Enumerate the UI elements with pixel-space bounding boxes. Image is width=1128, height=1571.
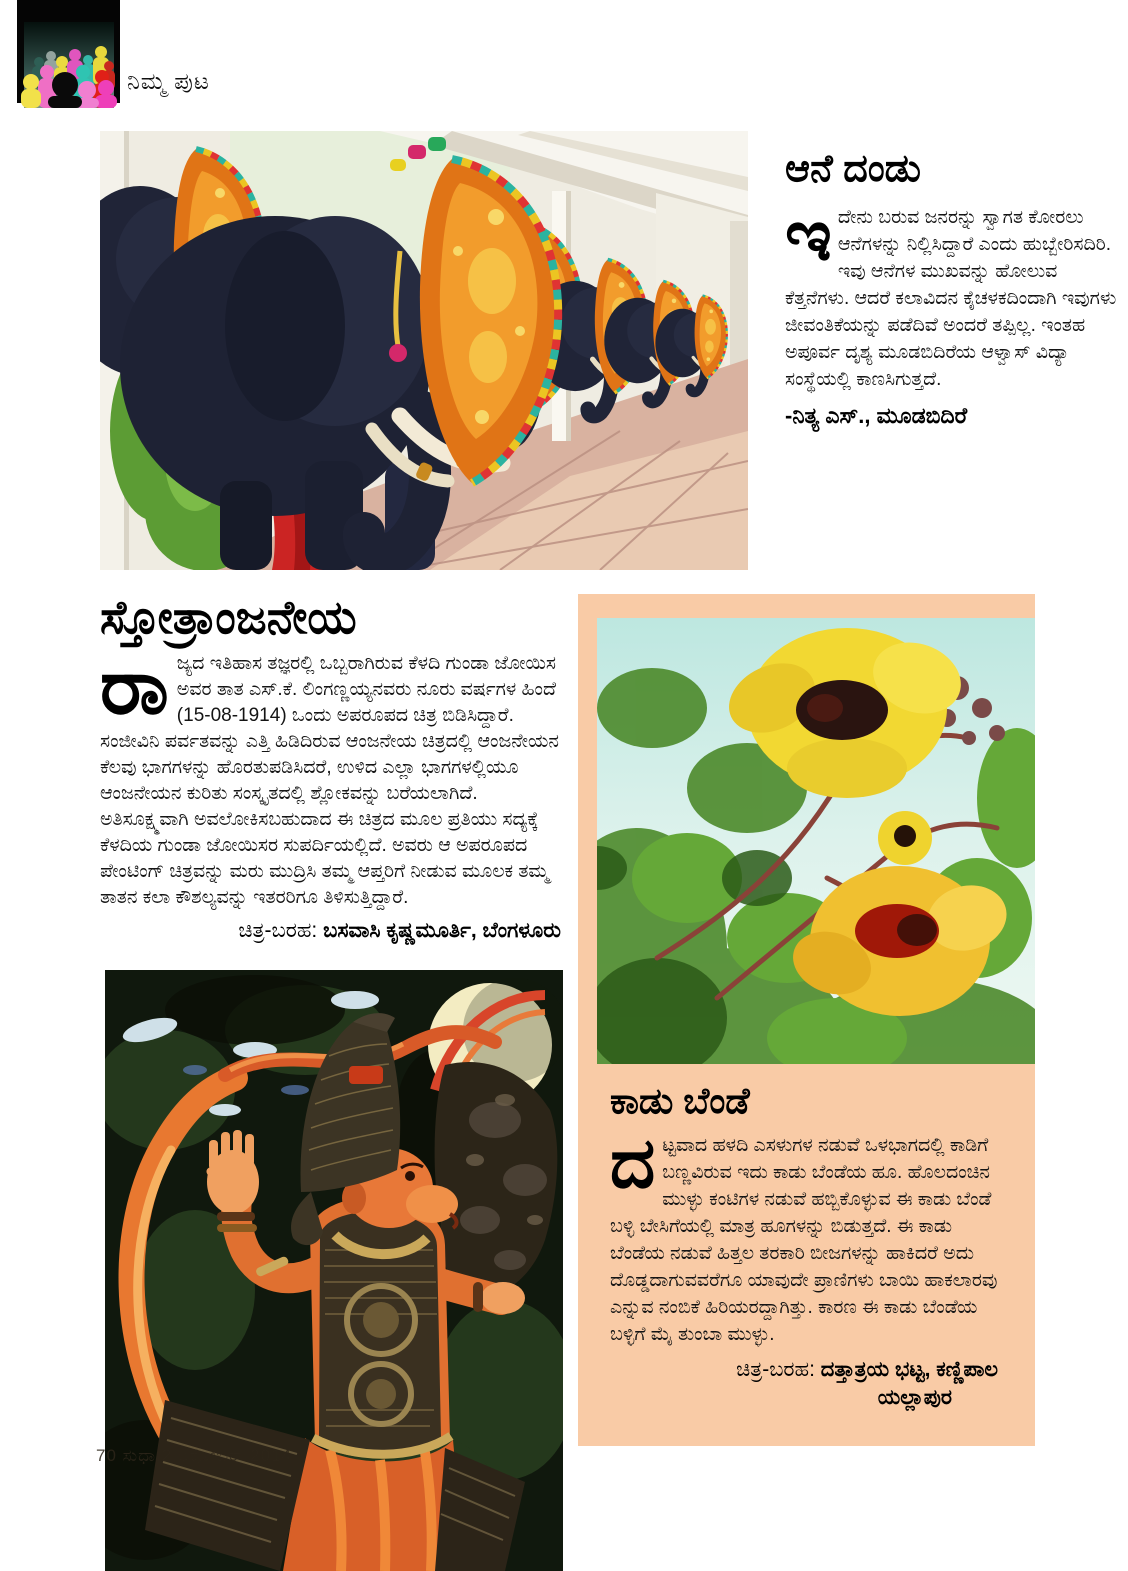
article-elephant-troop bbox=[785, 150, 1117, 429]
body-text: ದೇನು ಬರುವ ಜನರನ್ನು ಸ್ವಾಗತ ಕೋರಲು ಆನೆಗಳನ್ನು ನಿಲ್ಲಿಸಿದ್ದಾರೆ ಎಂದು ಹುಬ್ಬೇರಿಸದಿರಿ. ಇವು ಆನೆಗಳ ಮುಖವನ್ನು ಹೋಲುವ ಕೆತ್ತನೆಗಳು. ಆದರೆ ಕಲಾವಿದನ ಕೈಚಳಕದಿಂದಾಗಿ ಇವುಗಳು ಜೀವಂತಿಕೆಯನ್ನು ಪಡೆದಿವೆ ಅಂದರೆ ತಪ್ಪಿಲ್ಲ. ಇಂತಹ ಅಪೂರ್ವ ದೃಶ್ಯ ಮೂಡಬಿದಿರೆಯ ಆಳ್ವಾಸ್ ವಿದ್ಯಾ ಸಂಸ್ಥೆಯಲ್ಲಿ ಕಾಣಸಿಗುತ್ತದೆ. bbox=[785, 206, 1117, 390]
article-body bbox=[100, 642, 565, 911]
body-text: ಟ್ಟವಾದ ಹಳದಿ ಎಸಳುಗಳ ನಡುವೆ ಒಳಭಾಗದಲ್ಲಿ ಕಾಡಿಗೆ ಬಣ್ಣವಿರುವ ಇದು ಕಾಡು ಬೆಂಡೆಯ ಹೂ. ಹೊಲದಂಚಿನ ಮುಳ್ಳು ಕಂಟಿಗಳ ನಡುವೆ ಹಬ್ಬಿಕೊಳ್ಳುವ ಈ ಕಾಡು ಬೆಂಡೆ ಬಳ್ಳಿ ಬೇಸಿಗೆಯಲ್ಲಿ ಮಾತ್ರ ಹೂಗಳನ್ನು ಬಿಡುತ್ತದೆ. ಈ ಕಾಡು ಬೆಂಡೆಯ ನಡುವೆ ಹಿತ್ತಲ ತರಕಾರಿ ಬೀಜಗಳನ್ನು ಹಾಕಿದರೆ ಅದು ದೊಡ್ಡದಾಗುವವರೆಗೂ ಯಾವುದೇ ಪ್ರಾಣಿಗಳು ಬಾಯಿ ಹಾಕಲಾರವು ಎನ್ನುವ ನಂಬಿಕೆ ಹಿರಿಯರದ್ದಾಗಿತ್ತು. ಕಾರಣ ಈ ಕಾಡು ಬೆಂಡೆಯ ಬಳ್ಳಿಗೆ ಮೈ ತುಂಬಾ ಮುಳ್ಳು. bbox=[610, 1134, 998, 1345]
article-body bbox=[785, 195, 1117, 393]
crowd-silhouettes-icon bbox=[17, 0, 120, 108]
article-stotranjaneya bbox=[100, 593, 565, 943]
readers-page-logo bbox=[17, 0, 120, 108]
article-byline bbox=[100, 919, 565, 943]
byline-label: ಚಿತ್ರ-ಬರಹ: bbox=[238, 919, 318, 943]
article-byline: -ನಿತ್ಯ ಎಸ್., ಮೂಡಬಿದಿರೆ bbox=[785, 402, 968, 428]
anjaneya-painting bbox=[105, 970, 563, 1571]
article-title: ಸ್ತೋತ್ರಾಂಜನೇಯ bbox=[100, 591, 357, 643]
byline-name: ಬಸವಾಸಿ ಕೃಷ್ಣಮೂರ್ತಿ, ಬೆಂಗಳೂರು bbox=[323, 919, 561, 943]
dropcap: ಇ bbox=[785, 195, 832, 276]
dropcap: ರಾ bbox=[100, 642, 169, 731]
body-text: ಜ್ಯದ ಇತಿಹಾಸ ತಜ್ಞರಲ್ಲಿ ಒಬ್ಬರಾಗಿರುವ ಕೆಳದಿ ಗುಂಡಾ ಜೋಯಿಸ ಅವರ ತಾತ ಎಸ್.ಕೆ. ಲಿಂಗಣ್ಣಯ್ಯನವರು ನೂರು ವರ್ಷಗಳ ಹಿಂದೆ (15-08-1914) ಒಂದು ಅಪರೂಪದ ಚಿತ್ರ ಬಿಡಿಸಿದ್ದಾರೆ. ಸಂಜೀವಿನಿ ಪರ್ವತವನ್ನು ಎತ್ತಿ ಹಿಡಿದಿರುವ ಆಂಜನೇಯ ಚಿತ್ರದಲ್ಲಿ ಆಂಜನೇಯನ ಕೆಲವು ಭಾಗಗಳನ್ನು ಹೊರತುಪಡಿಸಿದರೆ, ಉಳಿದ ಎಲ್ಲಾ ಭಾಗಗಳಲ್ಲಿಯೂ ಆಂಜನೇಯನ ಕುರಿತು ಸಂಸ್ಕೃತದಲ್ಲಿ ಶ್ಲೋಕವನ್ನು ಬರೆಯಲಾಗಿದೆ. ಅತಿಸೂಕ್ಷ್ಮವಾಗಿ ಅವಲೋಕಿಸಬಹುದಾದ ಈ ಚಿತ್ರದ ಮೂಲ ಪ್ರತಿಯು ಸದ್ಯಕ್ಕೆ ಕೆಳದಿಯ ಗುಂಡಾ ಜೋಯಿಸರ ಸುಪರ್ದಿಯಲ್ಲಿದೆ. ಅವರು ಆ ಅಪರೂಪದ ಪೇಂಟಿಂಗ್ ಚಿತ್ರವನ್ನು ಮರು ಮುದ್ರಿಸಿ ತಮ್ಮ ಆಪ್ತರಿಗೆ ನೀಡುವ ಮೂಲಕ ತಮ್ಮ ತಾತನ ಕಲಾ ಕೌಶಲ್ಯವನ್ನು ಇತರರಿಗೂ ತಿಳಿಸುತ್ತಿದ್ದಾರೆ. bbox=[100, 653, 559, 909]
elephant-statues-photo bbox=[100, 131, 748, 570]
page-footer-info: 70 ಸುಧಾ 2 ಅಕ್ಟೋಬರ್ 2014 bbox=[96, 1446, 292, 1465]
article-body bbox=[610, 1123, 1004, 1348]
article-title: ಆನೆ ದಂಡು bbox=[785, 148, 921, 190]
byline-label: ಚಿತ್ರ-ಬರಹ: bbox=[736, 1357, 815, 1381]
wild-okra-flower-photo bbox=[597, 618, 1035, 1064]
article-byline bbox=[610, 1356, 1004, 1412]
section-title: ನಿಮ್ಮ ಪುಟ bbox=[127, 68, 210, 94]
byline-name: ದತ್ತಾತ್ರಯ ಭಟ್ಟ, ಕಣ್ಣಿಪಾಲ bbox=[820, 1357, 998, 1381]
article-kaadu-bende bbox=[610, 1082, 1004, 1412]
byline-place: ಯಲ್ಲಾಪುರ bbox=[877, 1385, 952, 1409]
dropcap: ದ bbox=[610, 1123, 656, 1202]
feature-box bbox=[578, 594, 1035, 1446]
article-title: ಕಾಡು ಬೆಂಡೆ bbox=[610, 1080, 750, 1121]
